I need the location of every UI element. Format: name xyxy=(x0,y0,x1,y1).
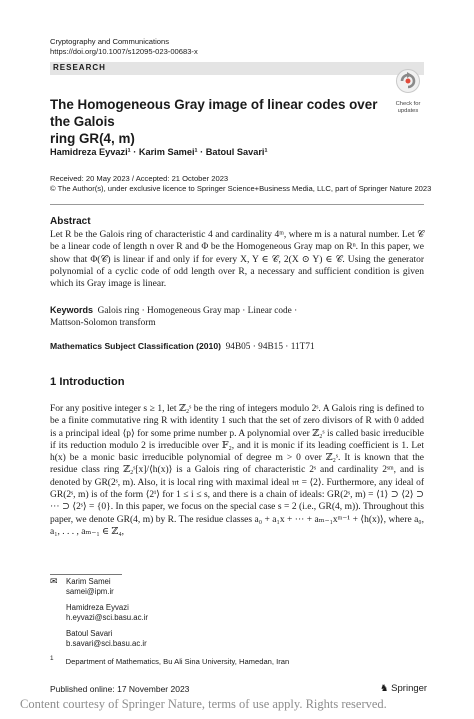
check-updates-label-1: Check for xyxy=(395,101,421,107)
author-list: Hamidreza Eyvazi¹ · Karim Samei¹ · Batoul Savari¹ xyxy=(50,147,268,157)
keywords-line-2: Mattson-Solomon transform xyxy=(50,318,156,328)
springer-horse-icon: ♞ xyxy=(380,683,389,694)
msc-codes: 94B05 · 94B15 · 11T71 xyxy=(225,342,315,352)
section-heading: 1 Introduction xyxy=(50,376,125,388)
abstract-text: Let R be the Galois ring of characteristic 4 and cardinality 4ᵐ, where m is a natural number. Let 𝒞 be a linear code of length n over R and Φ be the Homogeneous Gray map on Rⁿ. In this paper, we show that Φ(𝒞) is linear if and only if for every X, Y ∈ 𝒞, 2(X ⊙ Y) ∈ 𝒞. Using the generator polynomial of a cyclic code of odd length over R, a necessary and sufficient condition is given which its Gray image is linear. xyxy=(50,230,424,290)
affiliation-text: Department of Mathematics, Bu Ali Sina University, Hamedan, Iran xyxy=(65,656,290,666)
affiliation-marker: 1 xyxy=(50,655,54,662)
check-updates-icon xyxy=(391,68,425,96)
divider xyxy=(50,204,424,205)
introduction-text: For any positive integer s ≥ 1, let ℤ₂ˢ be the ring of integers modulo 2ˢ. A Galois ring is defined to be a finite commutative ring R with identity 1 such that the set of zero divisors of R with 0 added is a principal ideal ⟨p⟩ for some prime number p. A polynomial over ℤ₂ˢ is called basic irreducible if its reduction modulo 2 is irreducible over 𝔽₂, and it is monic if its leading coefficient is 1. Let h(x) be a monic basic irreducible polynomial of degree m > 0 over ℤ₂ˢ. It is known that the residue class ring ℤ₂ˢ[x]/⟨h(x)⟩ is a Galois ring of characteristic 2ˢ and cardinality 2ˢᵐ, and is denoted by GR(2ˢ, m). Also, it is local ring with maximal ideal 𝔪 = ⟨2⟩. Furthermore, any ideal of GR(2ˢ, m) is of the form ⟨2ⁱ⟩ for 1 ≤ i ≤ s, and there is a chain of ideals: GR(2ˢ, m) = ⟨1⟩ ⊃ ⟨2⟩ ⊃ ··· ⊃ ⟨2ˢ⟩ = {0}. In this paper, we focus on the special case s = 2 (i.e., GR(4, m)). Throughout this paper, we denote GR(4, m) by R. The residue classes a₀ + a₁x + ··· + aₘ₋₁xᵐ⁻¹ + ⟨h(x)⟩, where a₀, a₁, . . . , aₘ₋₁ ∈ ℤ₄, xyxy=(50,404,424,537)
paper-title xyxy=(50,96,380,147)
article-type: RESEARCH xyxy=(53,63,106,72)
courtesy-notice: Content courtesy of Springer Nature, terms of use apply. Rights reserved. xyxy=(20,697,387,711)
keywords xyxy=(50,304,424,329)
keywords-label: Keywords xyxy=(50,305,94,315)
received-accepted: Received: 20 May 2023 / Accepted: 21 October 2023 xyxy=(50,174,229,183)
doi-link[interactable]: https://doi.org/10.1007/s12095-023-00683-x xyxy=(50,47,198,56)
footnote-rule xyxy=(50,574,122,575)
title-line-2: ring GR(4, m) xyxy=(50,131,135,146)
corr-name-1: Karim Samei xyxy=(66,577,111,586)
published-date: Published online: 17 November 2023 xyxy=(50,684,190,694)
check-for-updates-badge[interactable] xyxy=(391,68,425,114)
msc-label: Mathematics Subject Classification (2010) xyxy=(50,341,221,351)
abstract-heading: Abstract xyxy=(50,216,91,227)
corr-email-3[interactable]: b.savari@sci.basu.ac.ir xyxy=(66,638,147,648)
affiliation xyxy=(50,655,289,666)
publisher-logo xyxy=(380,683,427,694)
journal-name: Cryptography and Communications xyxy=(50,37,170,46)
check-updates-label-2: updates xyxy=(397,107,419,114)
corr-email-1[interactable]: samei@ipm.ir xyxy=(66,586,114,596)
title-line-1: The Homogeneous Gray image of linear codes over the Galois xyxy=(50,97,378,129)
corr-name-3: Batoul Savari xyxy=(66,629,113,639)
corr-email-2[interactable]: h.eyvazi@sci.basu.ac.ir xyxy=(66,612,149,622)
envelope-icon: ✉ xyxy=(50,576,58,586)
keywords-line-1: Galois ring · Homogeneous Gray map · Linear code · xyxy=(97,306,298,316)
msc xyxy=(50,340,424,353)
publisher-name: Springer xyxy=(391,683,428,694)
article-type-bar xyxy=(50,62,424,75)
corr-name-2: Hamidreza Eyvazi xyxy=(66,603,129,613)
copyright: © The Author(s), under exclusive licence to Springer Science+Business Media, LLC, part of Springer Nature 2023 xyxy=(50,184,432,193)
